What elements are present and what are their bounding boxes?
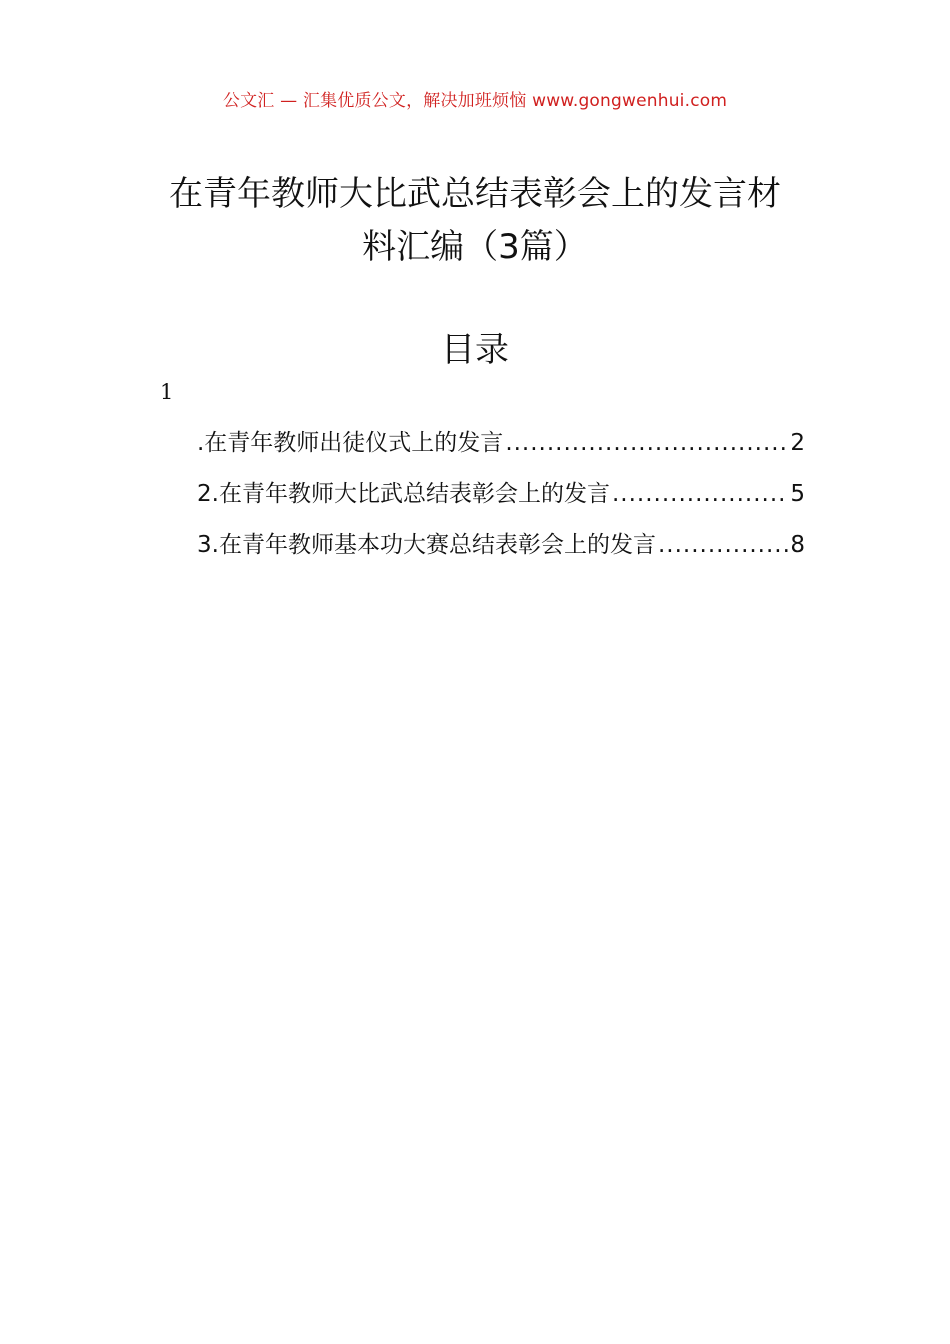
toc-entry-page: 8 xyxy=(790,532,805,558)
toc-entry-label: .在青年教师出徒仪式上的发言 xyxy=(197,430,504,456)
document-title-line-2: 料汇编（3篇） xyxy=(362,227,588,267)
toc-heading: 目录 xyxy=(441,330,509,370)
table-of-contents xyxy=(197,424,805,577)
toc-entry-label: 3.在青年教师基本功大赛总结表彰会上的发言 xyxy=(197,532,656,558)
toc-entry-2[interactable] xyxy=(197,475,805,526)
toc-entry-1[interactable] xyxy=(197,424,805,475)
stray-number: 1 xyxy=(160,380,174,404)
header-banner: 公文汇 — 汇集优质公文，解决加班烦恼 www.gongwenhui.com xyxy=(222,91,728,111)
document-title-line-1: 在青年教师大比武总结表彰会上的发言材 xyxy=(169,174,781,214)
toc-dot-leader xyxy=(658,532,788,558)
toc-entry-page: 2 xyxy=(790,430,805,456)
toc-dot-leader xyxy=(612,481,788,507)
toc-dot-leader xyxy=(505,430,788,456)
toc-entry-3[interactable] xyxy=(197,526,805,577)
toc-entry-label: 2.在青年教师大比武总结表彰会上的发言 xyxy=(197,481,610,507)
document-title xyxy=(130,168,820,274)
toc-entry-page: 5 xyxy=(790,481,805,507)
